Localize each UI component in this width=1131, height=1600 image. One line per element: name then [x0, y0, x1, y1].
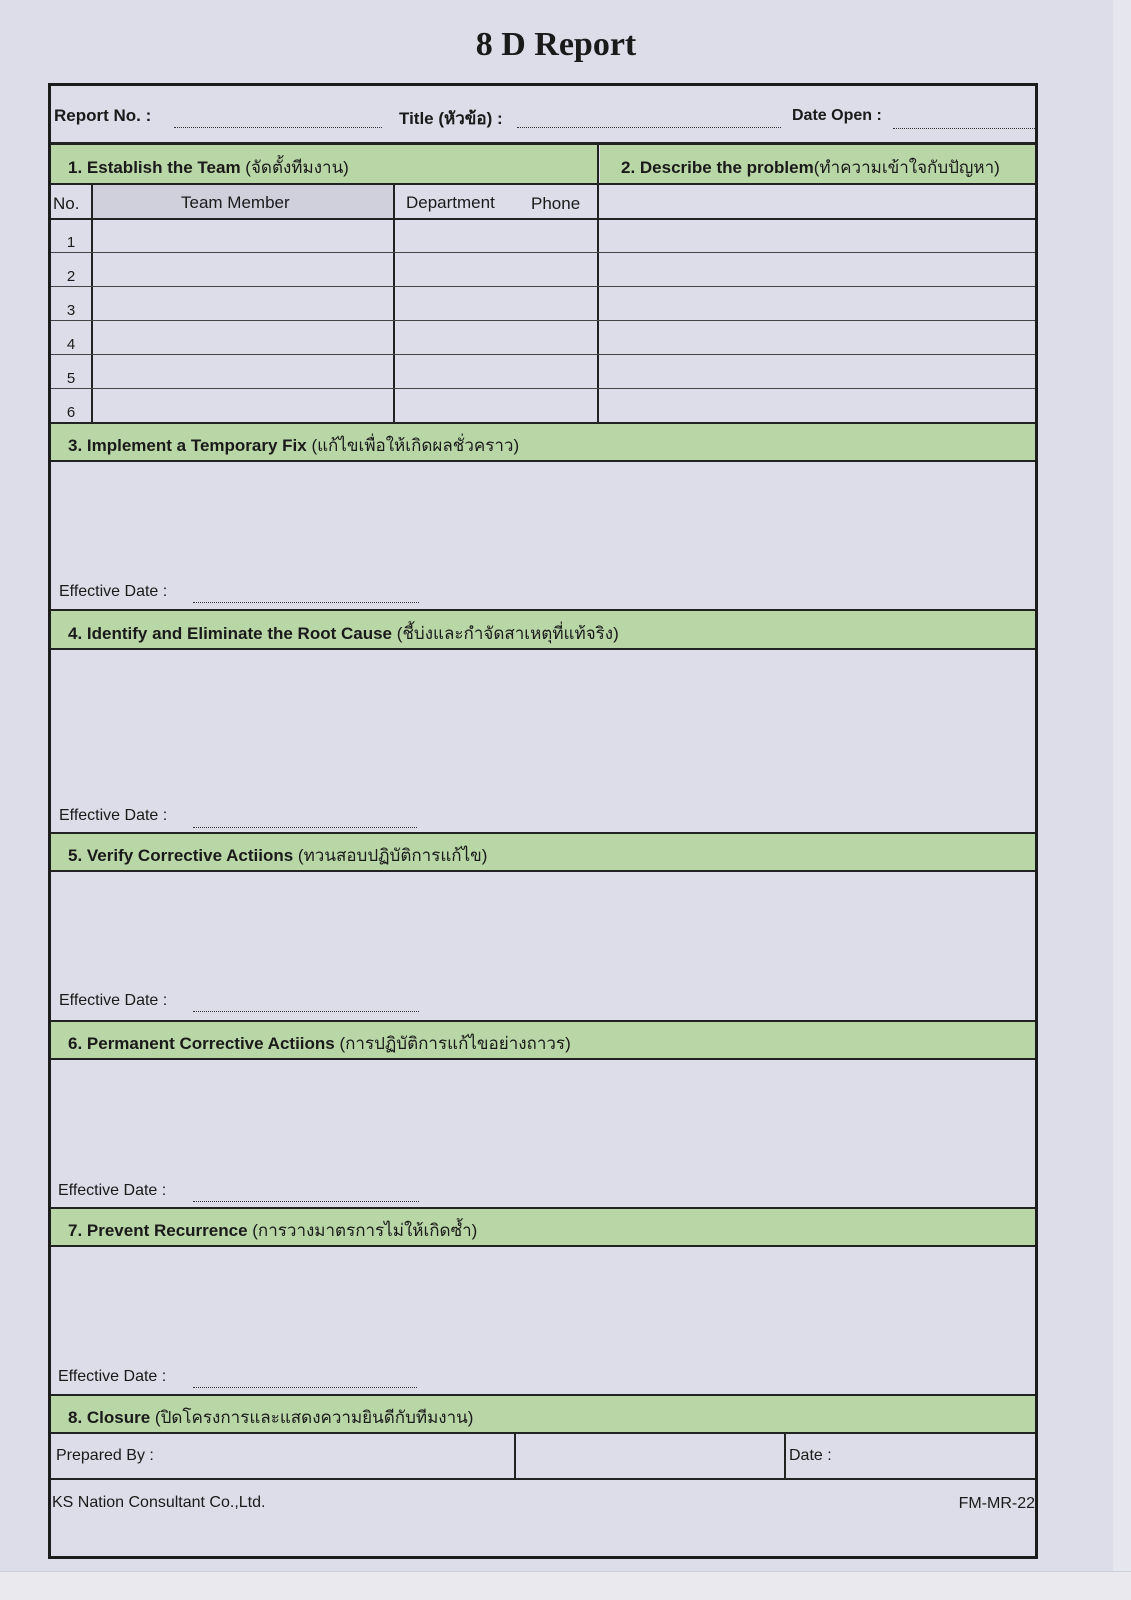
effective-date-field-5[interactable]	[193, 1011, 419, 1012]
divider	[51, 1478, 1035, 1480]
section-6-header	[51, 1022, 1035, 1058]
form-code: FM-MR-22	[958, 1495, 1035, 1512]
section-7-header	[51, 1209, 1035, 1245]
effective-date-field-6[interactable]	[193, 1201, 419, 1202]
divider	[51, 1058, 1035, 1060]
company-name: KS Nation Consultant Co.,Ltd.	[52, 1494, 266, 1511]
section-4-header	[51, 611, 1035, 648]
report-no-label: Report No. :	[54, 106, 152, 125]
effective-date-label-7: Effective Date :	[58, 1368, 167, 1385]
section-1-header	[51, 145, 598, 183]
effective-date-label-6: Effective Date :	[58, 1182, 167, 1199]
date-open-field[interactable]	[893, 128, 1035, 129]
effective-date-field-4[interactable]	[193, 827, 417, 828]
scan-bottom-edge	[0, 1571, 1131, 1600]
section-4-heading: 4. Identify and Eliminate the Root Cause	[68, 624, 392, 643]
divider	[514, 1433, 516, 1479]
problem-description-area[interactable]	[600, 185, 1035, 424]
section-7-content[interactable]	[53, 1248, 1033, 1360]
section-8-heading: 8. Closure	[68, 1408, 151, 1427]
section-3-content[interactable]	[53, 463, 1033, 573]
effective-date-label-3: Effective Date :	[59, 583, 168, 600]
report-form	[48, 83, 1038, 1559]
section-1-thai: (จัดตั้งทีมงาน)	[240, 158, 349, 177]
effective-date-label-4: Effective Date :	[59, 807, 168, 824]
paper-edge	[1113, 0, 1131, 1600]
section-6-thai: (การปฏิบัติการแก้ไขอย่างถาวร)	[334, 1034, 571, 1053]
section-8-header	[51, 1396, 1035, 1432]
row-no-2: 2	[66, 268, 76, 285]
section-1-heading: 1. Establish the Team	[68, 158, 241, 177]
section-2-thai: (ทำความเข้าใจกับปัญหา)	[813, 158, 1000, 177]
department-phone-cells[interactable]	[395, 220, 597, 424]
section-7-heading: 7. Prevent Recurrence	[68, 1221, 248, 1240]
section-5-thai: (ทวนสอบปฏิบัติการแก้ไข)	[293, 846, 488, 865]
section-4-content[interactable]	[53, 651, 1033, 799]
section-2-heading: 2. Describe the problem	[621, 158, 814, 177]
signature-field[interactable]	[517, 1436, 781, 1478]
closure-date-label: Date :	[789, 1447, 832, 1464]
prepared-by-field[interactable]	[181, 1436, 511, 1478]
row-no-1: 1	[66, 234, 76, 251]
section-6-heading: 6. Permanent Corrective Actiions	[68, 1034, 335, 1053]
divider	[597, 143, 599, 425]
effective-date-field-7[interactable]	[193, 1387, 417, 1388]
section-6-content[interactable]	[53, 1061, 1033, 1175]
section-8-thai: (ปิดโครงการและแสดงความยินดีกับทีมงาน)	[150, 1408, 474, 1427]
col-no: No.	[53, 194, 80, 213]
effective-date-field-3[interactable]	[193, 602, 419, 603]
divider	[51, 1432, 1035, 1434]
section-2-header	[600, 145, 1035, 183]
divider	[784, 1433, 786, 1479]
divider	[51, 648, 1035, 650]
section-7-thai: (การวางมาตรการไม่ให้เกิดซ้ำ)	[247, 1221, 478, 1240]
section-5-heading: 5. Verify Corrective Actiions	[68, 846, 294, 865]
col-phone: Phone	[531, 194, 581, 213]
divider	[51, 460, 1035, 462]
section-4-thai: (ชี้บ่งและกำจัดสาเหตุที่แท้จริง)	[392, 624, 619, 643]
date-open-label: Date Open :	[792, 107, 882, 124]
divider	[51, 1245, 1035, 1247]
divider	[51, 870, 1035, 872]
section-3-thai: (แก้ไขเพื่อให้เกิดผลชั่วคราว)	[306, 436, 520, 455]
section-5-content[interactable]	[53, 873, 1033, 985]
section-5-header	[51, 834, 1035, 870]
col-department: Department	[406, 193, 495, 212]
report-title: 8 D Report	[475, 26, 637, 63]
team-member-cells[interactable]	[93, 220, 393, 424]
row-no-3: 3	[66, 302, 76, 319]
col-team-member: Team Member	[181, 193, 290, 212]
prepared-by-label: Prepared By :	[56, 1447, 154, 1464]
row-no-6: 6	[66, 404, 76, 421]
title-label: Title (หัวข้อ) :	[399, 109, 503, 128]
title-field[interactable]	[517, 127, 781, 128]
section-3-heading: 3. Implement a Temporary Fix	[68, 436, 307, 455]
row-no-5: 5	[66, 370, 76, 387]
section-3-header	[51, 424, 1035, 460]
closure-date-field[interactable]	[851, 1436, 1031, 1478]
effective-date-label-5: Effective Date :	[59, 992, 168, 1009]
row-no-4: 4	[66, 336, 76, 353]
report-no-field[interactable]	[174, 127, 382, 128]
